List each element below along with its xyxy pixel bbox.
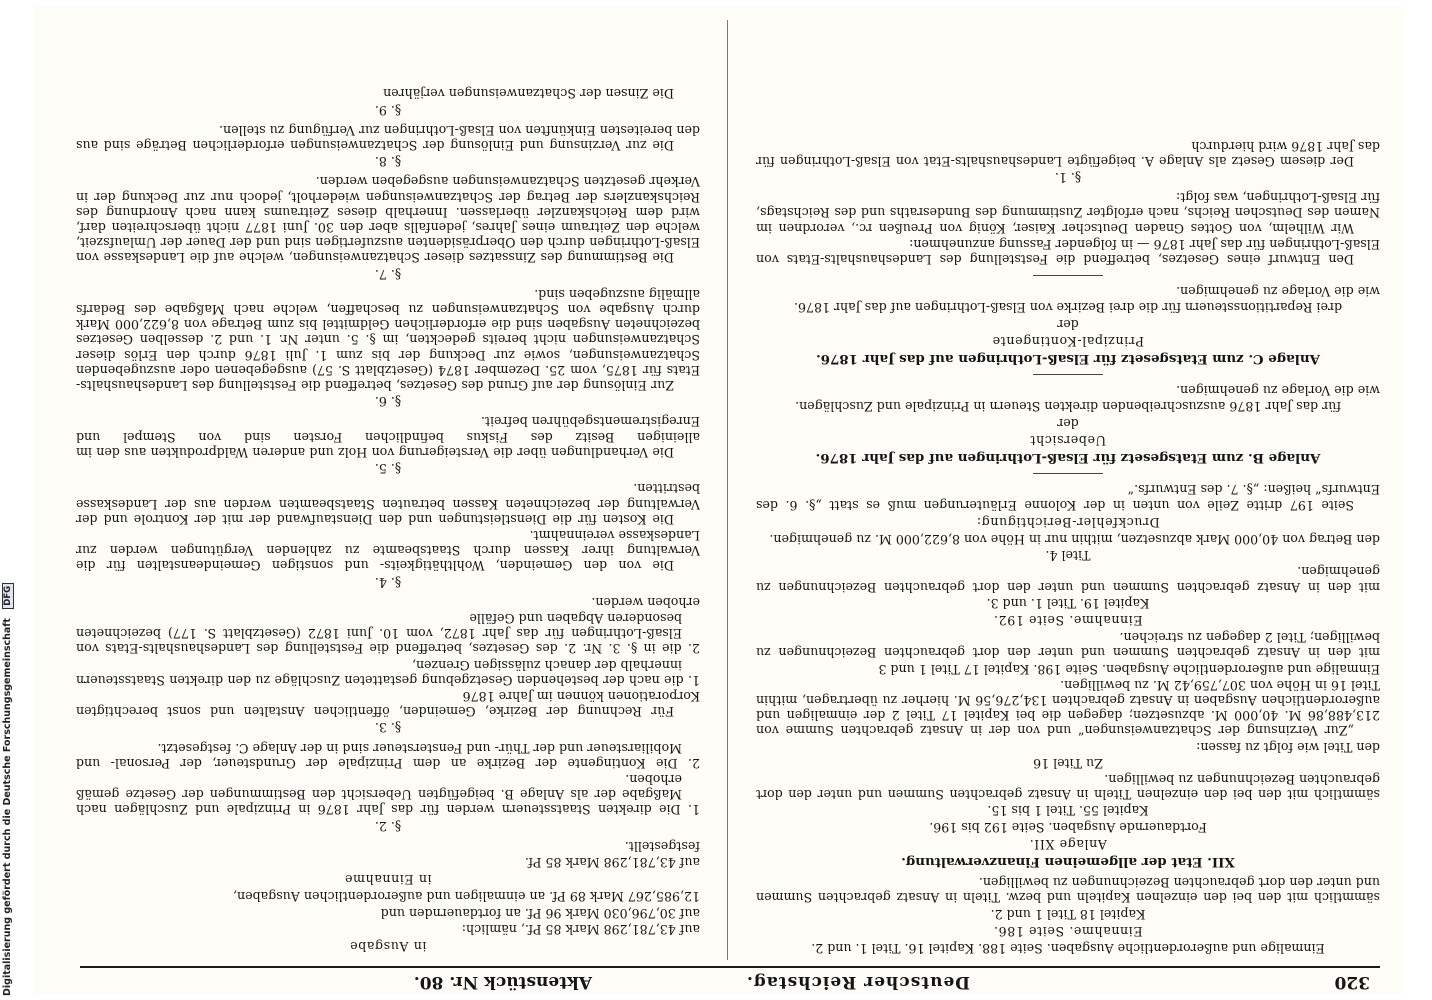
page-number: 320 [1334, 972, 1370, 992]
right-column [76, 85, 700, 956]
text-line: Kapitel 19. Titel 1. und 3. [986, 595, 1150, 611]
digitization-text: Digitalisierung gefördert durch die Deutsche Forschungsgemeinschaft [2, 618, 13, 996]
list-item: 2. die in §. 3. Nr. 2. des Gesetzes, betreffend die Feststellung des Landeshaushalts-Etats von Elsaß-Lothringen für das Jahr 1872, vom 10. Juni 1872 (Gesetzblatt S. 177) bezeichneten besonderen Abgaben und Gefälle [76, 610, 700, 657]
subheading: Einnahme. Seite 192. [993, 612, 1143, 628]
paragraph: Für Rechnung der Bezirke, Gemeinden, öffentlichen Anstalten und sonst berechtigten Korporationen können im Jahre 1876 [76, 688, 700, 720]
section-heading: Anlage B. zum Etatsgesetz für Elsaß-Lothringen auf das Jahr 1876. [815, 450, 1321, 467]
paragraph-number: §. 2. [374, 818, 402, 834]
subheading: Uebersicht [1029, 432, 1107, 448]
text-line: der [1057, 415, 1079, 431]
paragraph-number: §. 3. [374, 720, 402, 736]
paragraph: sämmtlich mit den bei den einzelnen Kapiteln und bezw. Titeln in Ansatz gebrachten Summen und unter den dort gebrauchten Bezeichnungen zu bewilligen. [756, 875, 1380, 906]
subheading: in Einnahme [344, 872, 432, 888]
paragraph: erhoben werden. [591, 594, 700, 610]
subheading: in Ausgabe [349, 939, 427, 954]
section-heading: XII. Etat der allgemeinen Finanzverwaltung. [901, 853, 1235, 870]
paragraph-number: §. 6. [374, 394, 402, 410]
paragraph: den Titel wie folgt zu fassen: [1196, 739, 1380, 755]
paragraph: Die Zinsen der Schatzanweisungen verjähren [383, 86, 674, 102]
paragraph: Wir Wilhelm, von Gottes Gnaden Deutscher Kaiser, König von Preußen rc., verordnen im Namen des Deutschen Reichs, nach erfolgter Zustimmung des Bundesraths und des Reichstags, für Elsaß-Lothringen, was folgt: [756, 190, 1380, 236]
paragraph: den Betrag von 40,000 Mark abzusetzen, mithin nur in Höhe von 8,622,000 M. zu genehmigen. [769, 531, 1380, 547]
dfg-logo: DFG [2, 583, 14, 609]
list-item: 1. die nach der bestehenden Gesetzgebung gestatteten Zuschläge zu den direkten Staatssteuern innerhalb der danach zulässigen Grenzen, [76, 657, 700, 688]
paragraph: Die Verhandlungen über die Versteigerung von Holz und anderen Waldprodukten aus den im alleinigen Besitz des Fiskus befindlichen Forsten sind von Stempel und Enregistrementsgebühren befreit. [76, 414, 700, 460]
amount-line: auf 30,796,030 Mark 96 Pf. an fortdauernden und [380, 905, 700, 921]
text-line: Zu Titel 16 [1033, 755, 1103, 771]
text-line: Fortdauernde Ausgaben. Seite 192 bis 196. [929, 819, 1207, 835]
paragraph-number: §. 1. [1054, 170, 1082, 186]
subheading: Druckfehler-Berichtigung: [976, 514, 1160, 530]
paragraph: Einmalige und außerordentliche Ausgaben. Seite 198. Kapitel 17 Titel 1 und 3 [878, 661, 1380, 677]
text-line: Kapitel 18 Titel 1 und 2. [990, 906, 1146, 922]
subheading: Einnahme. Seite 186. [993, 923, 1143, 939]
text-line: Titel 4. [1045, 548, 1091, 564]
text-line: für das Jahr 1876 auszuschreibenden direkten Steuern in Prinzipale und Zuschlägen. [795, 399, 1341, 415]
list-item: 2. Die Kontingente der Bezirke an dem Prinzipale der Grundsteuer, der Personal- und Mobiliarsteuer und der Thür- und Fenstersteuer sind in der Anlage C. festgesetzt. [76, 740, 700, 771]
amount-line: 12,985,267 Mark 89 Pf. an einmaligen und außerordentlichen Ausgaben, [233, 889, 700, 905]
paragraph-number: §. 9. [374, 102, 402, 118]
paragraph-number: §. 7. [374, 266, 402, 282]
separator [1033, 275, 1103, 276]
section-heading: Anlage C. zum Etatsgesetz für Elsaß-Lothringen auf das Jahr 1876. [816, 351, 1320, 368]
paragraph: Den Entwurf eines Gesetzes, betreffend die Feststellung des Landeshaushalts-Etats von Elsaß-Lothringen für das Jahr 1876 — in folgender Fassung anzunehmen: [756, 236, 1380, 268]
column-divider [727, 20, 728, 960]
paragraph: Zur Einlösung der auf Grund des Gesetzes, betreffend die Feststellung des Landeshaushalts-Etats für 1875, vom 25. Dezember 1874 (Gesetzblatt S. 57) ausgegebenen oder auszugebenden Schatzanweisungen, sowie zur Deckung der bis zum 1. Juli 1876 durch den Erlös dieser Schatzanweisungen nicht bereits gedeckten, im §. 5. unter Nr. 1. und 2. desselben Gesetzes bezeichneten Ausgaben sind die erforderlichen Geldmittel bis zum Betrage von 8,622,000 Mark durch Ausgabe von Schatzanweisungen zu beschaffen, welche nach Maßgabe des Bedarfs allmälig auszugeben sind. [76, 286, 700, 394]
paragraph: Die Kosten für die Dienstleistungen und den Dienstaufwand der mit der Kontrole und der Verwaltung der bezeichneten Kassen betrauten Staatsbeamten werden aus der Landeskasse bestritten. [76, 481, 700, 527]
text-line: Einmalige und außerordentliche Ausgaben. Seite 188. Kapitel 16. Titel 1. und 2. [811, 941, 1325, 956]
paragraph: wie die Vorlage zu genehmigen. [1176, 383, 1380, 399]
paragraph: Die Bestimmung des Zinssatzes dieser Schatzanweisungen, welche auf die Landeskasse von Elsaß-Lothringen durch den Oberpräsidenten auszufertigen sind und der Dauer der Umlaufszeit, welche den Zeitraum eines Jahres, jedenfalls aber den 30. Juni 1877 nicht überschreiten darf, wird dem Reichskanzler überlassen. Innerhalb dieses Zeitraums kann nach Anordnung des Reichskanzlers der Betrag der Schatzanweisungen wiederholt, jedoch nur zur Deckung der in Verkehr gesetzten Schatzanweisungen ausgegeben werden. [76, 174, 700, 266]
subheading: Prinzipal-Kontingente [992, 333, 1144, 349]
text-line: der [1057, 316, 1079, 332]
text-line: drei Repartitionssteuern für die drei Bezirke von Elsaß-Lothringen auf das Jahr 1876. [793, 300, 1343, 316]
page-title: Deutscher Reichstag. [745, 972, 970, 992]
paragraph: Die von den Gemeinden, Wohlthätigkeits- und sonstigen Gemeindeanstalten für die Verwaltung ihrer Kassen durch Staatsbeamte zu zahlenden Vergütungen werden zur Landeskasse vereinnahmt. [76, 527, 700, 574]
paragraph-number: §. 4. [374, 574, 402, 590]
paragraph: mit den in Ansatz gebrachten Summen und unter den dort gebrauchten Bezeichnungen zu bewilligen; Titel 2 dagegen zu streichen. [756, 630, 1380, 661]
subheading: Anlage XII. [1029, 836, 1107, 852]
text-line: Kapitel 55. Titel 1 bis 15. [987, 803, 1149, 819]
paragraph: wie die Vorlage zu genehmigen. [1176, 284, 1380, 300]
header-rule [80, 966, 1380, 968]
separator [1033, 374, 1103, 375]
amount-line: auf 43,781,298 Mark 85 Pf., nämlich: [461, 921, 700, 937]
document-number: Aktenstück Nr. 80. [413, 972, 592, 992]
digitization-note [2, 6, 16, 996]
paragraph: Der diesem Gesetz als Anlage A. beigefügte Landeshaushalts-Etat von Elsaß-Lothringen für das Jahr 1876 wird hierdurch [756, 138, 1380, 169]
left-column [756, 137, 1380, 956]
paragraph: Seite 197 dritte Zeile von unten in der Kolonne Erläuterungen muß es statt „§. 6. des Entwurfs“ heißen: „§. 7. des Entwurfs.“ [756, 482, 1380, 513]
paragraph: Die zur Verzinsung und Einlösung der Schatzanweisungen erforderlichen Beträge sind aus den bereitesten Einkünften von Elsaß-Lothringen zur Verfügung zu stellen. [76, 122, 700, 154]
paragraph: mit den in Ansatz gebrachten Summen und unter den dort gebrauchten Bezeichnungen zu genehmigen. [756, 564, 1380, 595]
paragraph-number: §. 5. [374, 461, 402, 477]
list-item: 1. Die direkten Staatssteuern werden für das Jahr 1876 in Prinzipale und Zuschlägen nach Maßgabe der als Anlage B. beigefügten Uebersicht den Bestimmungen der Gesetze gemäß erhoben. [76, 771, 700, 818]
paragraph: „Zur Verzinsung der Schatzanweisungen“ und von der in Ansatz gebrachten Summe von 213,488,86 M. 40,000 M. abzusetzen; dagegen die bei Kapitel 17 Titel 2 der einmaligen und außerordentlichen Ausgaben in Ansatz gebrachten 134,276,56 M. hierher zu übertragen, mithin Titel 16 in Höhe von 307,759,42 M. zu bewilligen. [756, 677, 1380, 739]
paragraph: sämmtlich mit den bei den einzelnen Titeln in Ansatz gebrachten Summen und unter den dort gebrauchten Bezeichnungen zu bewilligen. [756, 771, 1380, 803]
paragraph-number: §. 8. [374, 154, 402, 170]
separator [1033, 473, 1103, 474]
paragraph: festgestellt. [624, 838, 700, 854]
amount-line: auf 43,781,298 Mark 85 Pf. [524, 854, 700, 870]
